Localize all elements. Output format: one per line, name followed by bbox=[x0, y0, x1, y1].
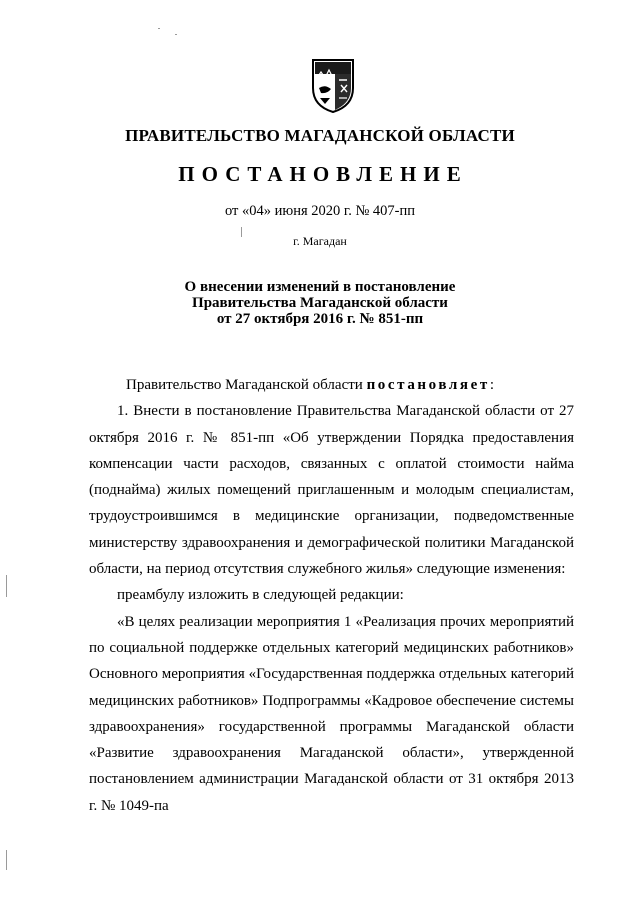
scan-artifact bbox=[6, 575, 7, 597]
scan-artifact bbox=[158, 28, 160, 29]
document-subject bbox=[0, 279, 640, 327]
preamble-quote-paragraph: «В целях реализации мероприятия 1 «Реализация прочих мероприятий по социальной поддержке отдельных категорий медицинских работников» Основного мероприятия «Государственная поддержка отдельных категорий медицинских работников» Подпрограммы «Кадровое обеспечение системы здравоохранения» государственной программы Магаданской области «Развитие здравоохранения Магаданской области», утвержденной постановлением администрации Магаданской области от 31 октября 2013 г. № 1049-па bbox=[89, 613, 574, 814]
item-1-paragraph: 1. Внести в постановление Правительства Магаданской области от 27 октября 2016 г. № 851-пп «Об утверждении Порядка предоставления компенсации части расходов, связанных с оплатой стоимости найма (поднайма) жилых помещений приглашенным и молодым специалистам, трудоустроившимся в медицинские организации, подведомственные министерству здравоохранения и демографической политики Магаданской области, на период отсутствия служебного жилья» следующие изменения: bbox=[89, 403, 574, 578]
subject-line: Правительства Магаданской области bbox=[192, 295, 448, 311]
intro-paragraph bbox=[89, 372, 574, 398]
document-date-number: от «04» июня 2020 г. № 407-пп bbox=[224, 203, 416, 219]
intro-text: Правительство Магаданской области bbox=[126, 377, 367, 393]
organization-heading: ПРАВИТЕЛЬСТВО МАГАДАНСКОЙ ОБЛАСТИ bbox=[125, 126, 515, 145]
subject-line: от 27 октября 2016 г. № 851-пп bbox=[216, 311, 424, 327]
intro-colon: : bbox=[489, 377, 495, 393]
scan-artifact bbox=[6, 850, 7, 870]
resolution-keyword: постановляет bbox=[366, 377, 490, 393]
document-city: г. Магадан bbox=[293, 234, 347, 248]
preamble-instruction: преамбулу изложить в следующей редакции: bbox=[117, 587, 404, 604]
document-type-title: ПОСТАНОВЛЕНИЕ bbox=[178, 162, 468, 186]
scan-artifact bbox=[241, 227, 242, 237]
subject-line: О внесении изменений в постановление bbox=[184, 279, 456, 295]
scan-artifact bbox=[175, 34, 177, 35]
document-body bbox=[89, 372, 574, 819]
coat-of-arms-emblem bbox=[311, 58, 355, 114]
